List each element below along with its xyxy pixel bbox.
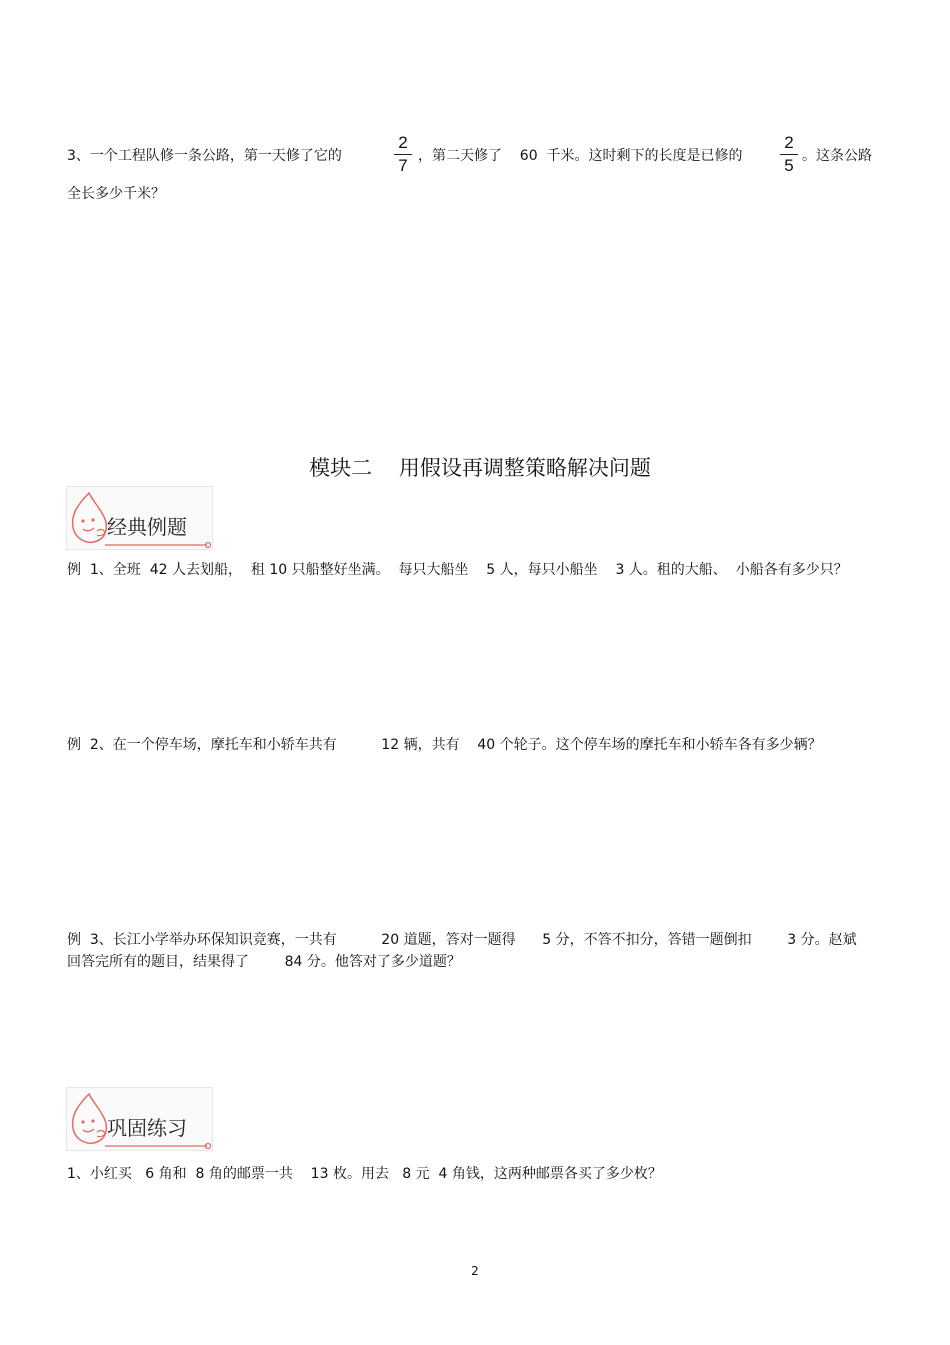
problem-3-line-1c: 。这条公路 xyxy=(802,148,872,164)
example-3-line-1: 例 3、长江小学举办环保知识竞赛，一共有 20 道题，答对一题得 5 分，不答不扣分，答错一题倒扣 3 分。赵斌 xyxy=(67,932,857,948)
fraction-bar xyxy=(394,154,412,155)
problem-3-line-1b: ，第二天修了 60 千米。这时剩下的长度是已修的 xyxy=(418,148,743,164)
fraction-bar xyxy=(780,154,798,155)
example-3-line-2: 回答完所有的题目，结果得了 84 分。他答对了多少道题？ xyxy=(67,954,461,970)
fraction-denominator: 7 xyxy=(398,156,408,175)
section-badge-label: 巩固练习 xyxy=(107,1116,187,1140)
problem-3-line-1a: 3、一个工程队修一条公路，第一天修了它的 xyxy=(67,148,342,164)
example-1: 例 1、全班 42 人去划船， 租 10 只船整好坐满。 每只大船坐 5 人，每只小船坐 3 人。租的大船、 小船各有多少只？ xyxy=(67,562,848,578)
fraction-two-sevenths xyxy=(392,133,414,176)
fraction-two-fifths xyxy=(778,133,800,176)
section-badge-examples xyxy=(66,486,213,550)
fraction-numerator: 2 xyxy=(398,133,408,152)
section-badge-label: 经典例题 xyxy=(107,515,187,539)
practice-1: 1、小红买 6 角和 8 角的邮票一共 13 枚。用去 8 元 4 角钱，这两种邮票各买了多少枚？ xyxy=(67,1166,662,1182)
fraction-denominator: 5 xyxy=(784,156,794,175)
problem-3-line-2: 全长多少千米？ xyxy=(67,186,165,202)
fraction-numerator: 2 xyxy=(784,133,794,152)
section-badge-practice xyxy=(66,1087,213,1151)
example-2: 例 2、在一个停车场，摩托车和小轿车共有 12 辆，共有 40 个轮子。这个停车场的摩托车和小轿车各有多少辆？ xyxy=(67,737,822,753)
module-title: 模块二 用假设再调整策略解决问题 xyxy=(309,456,651,480)
page-number: 2 xyxy=(471,1264,479,1278)
